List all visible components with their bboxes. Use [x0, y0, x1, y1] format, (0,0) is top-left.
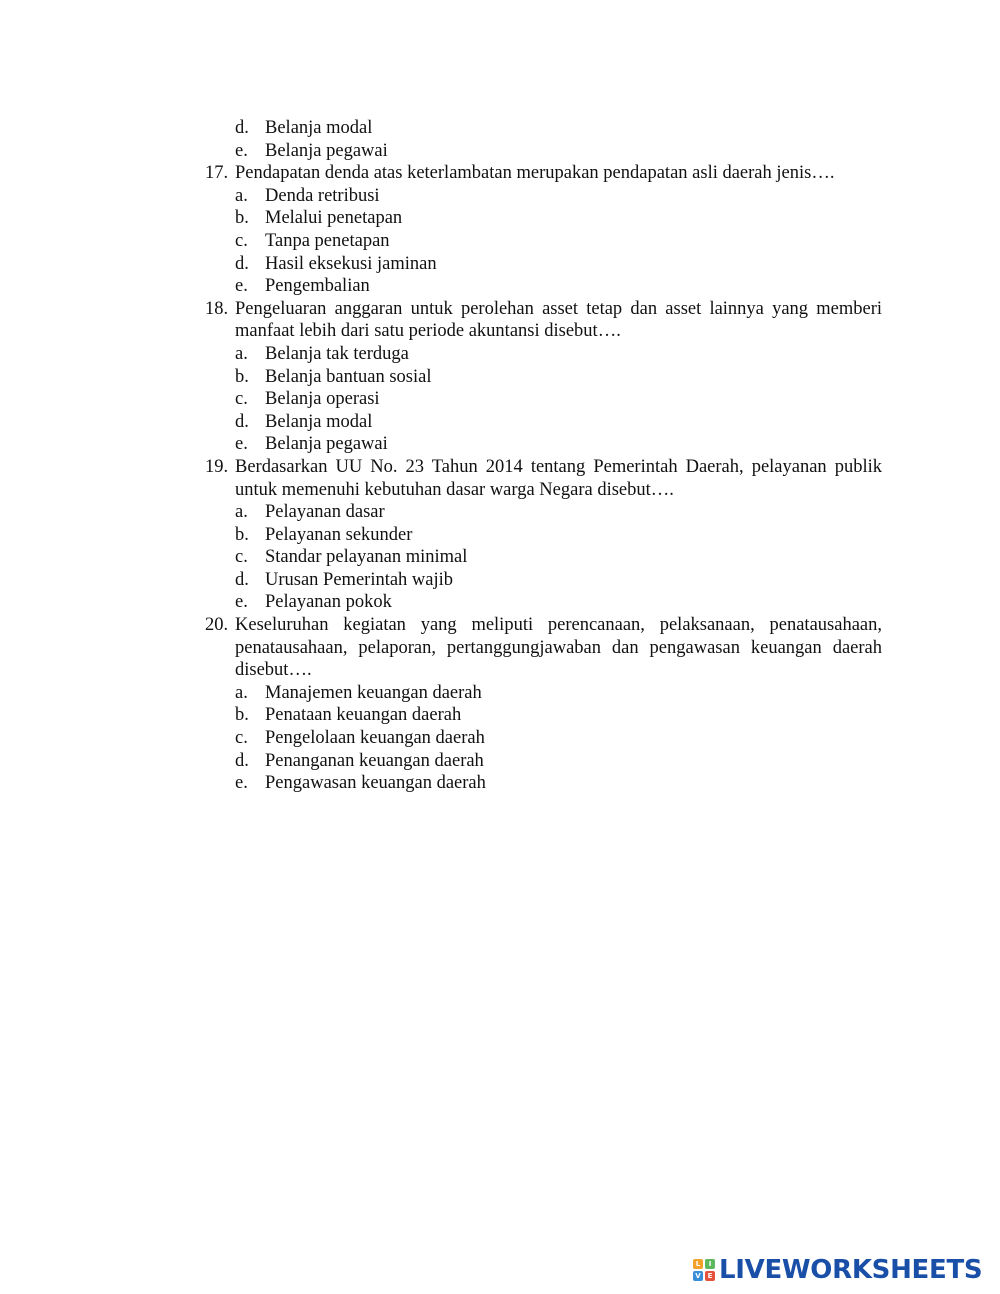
previous-question-options-tail	[0, 117, 1000, 162]
option-text: Pelayanan sekunder	[265, 524, 413, 545]
option-text: Belanja modal	[265, 118, 373, 138]
option-letter: d.	[235, 750, 249, 771]
option-letter: e.	[235, 276, 248, 297]
question-20	[0, 614, 1000, 795]
question-number: 17.	[205, 163, 229, 184]
option-text: Hasil eksekusi jaminan	[265, 253, 437, 274]
option-row[interactable]	[0, 343, 1000, 366]
option-row[interactable]	[0, 727, 1000, 750]
option-text: Belanja bantuan sosial	[265, 366, 432, 387]
option-text: Melalui penetapan	[265, 208, 403, 229]
option-text: Belanja pegawai	[265, 434, 388, 455]
option-text: Belanja modal	[265, 411, 373, 432]
option-letter: c.	[235, 230, 248, 251]
option-letter: b.	[235, 366, 249, 387]
option-text: Penanganan keuangan daerah	[265, 750, 484, 771]
option-text: Standar pelayanan minimal	[265, 547, 468, 568]
option-row[interactable]	[0, 140, 1000, 163]
logo-mark-icon	[693, 1259, 715, 1281]
logo-wordmark: LIVEWORKSHEETS	[719, 1255, 983, 1285]
question-text: Keseluruhan kegiatan yang meliputi perencanaan, pelaksanaan, penatausahaan, penatausahaan, pelaporan, pertanggungjawaban dan pengawasan keuangan daerah disebut….	[235, 615, 882, 681]
option-row[interactable]	[0, 117, 1000, 140]
option-letter: c.	[235, 547, 248, 568]
option-text: Denda retribusi	[265, 185, 380, 206]
option-letter: e.	[235, 434, 248, 455]
option-row[interactable]	[0, 591, 1000, 614]
question-number: 18.	[205, 298, 229, 319]
option-letter: a.	[235, 682, 248, 703]
question-text: Berdasarkan UU No. 23 Tahun 2014 tentang Pemerintah Daerah, pelayanan publik untuk memenuhi kebutuhan dasar warga Negara disebut….	[235, 456, 882, 500]
option-letter: c.	[235, 389, 248, 410]
logo-mark-tile: L	[693, 1259, 703, 1269]
option-text: Pengembalian	[265, 276, 370, 297]
option-text: Penataan keuangan daerah	[265, 705, 462, 726]
option-row[interactable]	[0, 569, 1000, 592]
option-letter: b.	[235, 208, 249, 229]
option-row[interactable]	[0, 772, 1000, 795]
logo-mark-tile: E	[705, 1271, 715, 1281]
option-text: Belanja operasi	[265, 389, 380, 410]
option-row[interactable]	[0, 433, 1000, 456]
worksheet-content	[0, 117, 1000, 795]
question-text: Pendapatan denda atas keterlambatan merupakan pendapatan asli daerah jenis….	[235, 163, 835, 184]
question-text: Pengeluaran anggaran untuk perolehan asset tetap dan asset lainnya yang memberi manfaat lebih dari satu periode akuntansi disebut….	[235, 298, 882, 342]
option-letter: a.	[235, 343, 248, 364]
option-letter: a.	[235, 502, 248, 523]
option-letter: b.	[235, 705, 249, 726]
option-text: Pelayanan pokok	[265, 592, 392, 613]
option-row[interactable]	[0, 546, 1000, 569]
option-row[interactable]	[0, 366, 1000, 389]
option-text: Pengawasan keuangan daerah	[265, 773, 486, 794]
option-text: Belanja pegawai	[265, 140, 388, 161]
option-letter: e.	[235, 140, 248, 161]
option-row[interactable]	[0, 230, 1000, 253]
option-row[interactable]	[0, 704, 1000, 727]
logo-mark-tile: I	[705, 1259, 715, 1269]
question-19	[0, 456, 1000, 614]
option-letter: b.	[235, 524, 249, 545]
option-row[interactable]	[0, 185, 1000, 208]
option-text: Pengelolaan keuangan daerah	[265, 728, 485, 749]
option-row[interactable]	[0, 682, 1000, 705]
question-number: 19.	[205, 456, 229, 477]
option-text: Urusan Pemerintah wajib	[265, 569, 454, 590]
option-letter: d.	[235, 569, 249, 590]
question-number: 20.	[205, 615, 229, 636]
option-row[interactable]	[0, 207, 1000, 230]
liveworksheets-logo[interactable]	[693, 1256, 982, 1284]
option-text: Belanja tak terduga	[265, 343, 409, 364]
option-text: Pelayanan dasar	[265, 502, 385, 523]
option-letter: e.	[235, 773, 248, 794]
option-row[interactable]	[0, 501, 1000, 524]
option-text: Manajemen keuangan daerah	[265, 682, 482, 703]
option-row[interactable]	[0, 388, 1000, 411]
option-letter: d.	[235, 411, 249, 432]
option-row[interactable]	[0, 275, 1000, 298]
option-row[interactable]	[0, 411, 1000, 434]
option-letter: d.	[235, 118, 249, 138]
option-letter: a.	[235, 185, 248, 206]
option-row[interactable]	[0, 253, 1000, 276]
option-text: Tanpa penetapan	[265, 230, 390, 251]
logo-mark-tile: V	[693, 1271, 703, 1281]
option-letter: e.	[235, 592, 248, 613]
question-17	[0, 162, 1000, 298]
option-row[interactable]	[0, 524, 1000, 547]
option-letter: c.	[235, 728, 248, 749]
option-letter: d.	[235, 253, 249, 274]
question-18	[0, 298, 1000, 456]
option-row[interactable]	[0, 750, 1000, 773]
